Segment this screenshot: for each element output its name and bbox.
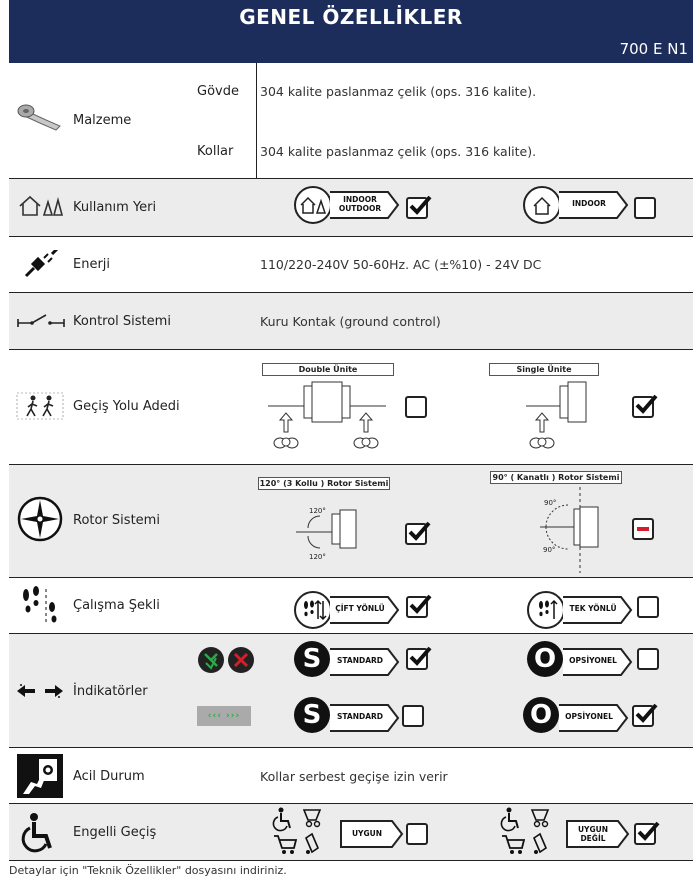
indoor-badge [523, 188, 628, 216]
opsiyonel-checkbox-1[interactable] [637, 648, 659, 670]
enerji-label: Enerji [73, 257, 111, 272]
cift-yonlu-checkbox[interactable] [406, 596, 428, 618]
indoor-outdoor-badge [294, 188, 399, 216]
engelli-label: Engelli Geçiş [73, 825, 157, 840]
unavailable-mark [637, 527, 649, 531]
acil-label: Acil Durum [73, 769, 145, 784]
govde-label: Gövde [197, 84, 239, 99]
indoor-outdoor-line1: INDOOR [343, 195, 377, 204]
cift-yonlu-text: ÇİFT YÖNLÜ [335, 604, 385, 613]
rotor-120-diagram [290, 492, 370, 564]
o-symbol: O [523, 697, 559, 733]
o-symbol: O [527, 641, 563, 677]
uygun-text: UYGUN [351, 829, 383, 838]
uygun-badge [340, 820, 400, 848]
uygun-degil-badge [566, 820, 628, 848]
tek-yonlu-badge [527, 593, 632, 621]
divider [9, 349, 693, 350]
standard-text-2: STANDARD [336, 712, 384, 721]
gecis-label: Geçiş Yolu Adedi [73, 399, 180, 414]
kontrol-value: Kuru Kontak (ground control) [260, 314, 441, 329]
enerji-value: 110/220-240V 50-60Hz. AC (±%10) - 24V DC [260, 257, 542, 272]
angle-90-top: 90° [544, 499, 557, 507]
divider [9, 577, 693, 578]
opsiyonel-badge-2 [523, 701, 628, 729]
uygun-degil-checkbox[interactable] [634, 823, 656, 845]
uygun-checkbox[interactable] [406, 823, 428, 845]
angle-90-bottom: 90° [543, 546, 556, 554]
divider [9, 860, 693, 861]
standard-text-1: STANDARD [336, 656, 384, 665]
tek-yonlu-checkbox[interactable] [637, 596, 659, 618]
indikator-label: İndikatörler [73, 684, 148, 699]
indoor-outdoor-checkbox[interactable] [406, 197, 428, 219]
rotor-120-checkbox[interactable] [405, 523, 427, 545]
cift-yonlu-badge [294, 593, 399, 621]
indoor-outdoor-line2: OUTDOOR [338, 204, 382, 213]
model-code: 700 E N1 [619, 40, 688, 58]
rotor-compass-icon [17, 496, 63, 542]
kollar-label: Kollar [197, 144, 234, 159]
accessibility-icons-group-2 [500, 806, 558, 858]
opsiyonel-text-1: OPSİYONEL [569, 656, 617, 665]
divider [9, 747, 693, 748]
green-red-lights-icon [197, 646, 255, 674]
uygun-degil-line1: UYGUN [577, 825, 609, 834]
double-unit-diagram [262, 376, 392, 456]
angle-120-top: 120° [309, 507, 326, 515]
rotor-90-checkbox[interactable] [632, 518, 654, 540]
single-unit-checkbox[interactable] [632, 396, 654, 418]
single-unit-diagram [500, 376, 600, 456]
calisma-label: Çalışma Şekli [73, 598, 160, 613]
double-unit-checkbox[interactable] [405, 396, 427, 418]
divider [9, 464, 693, 465]
opsiyonel-text-2: OPSİYONEL [565, 712, 613, 721]
switch-icon [16, 311, 66, 331]
arrow-display-icon: ‹‹‹ ››› [197, 706, 251, 726]
standard-checkbox-1[interactable] [406, 648, 428, 670]
angle-120-bottom: 120° [309, 553, 326, 561]
divider [9, 178, 693, 179]
passage-people-icon [16, 392, 64, 420]
divider [9, 292, 693, 293]
rotor-120-caption: 120° (3 Kollu ) Rotor Sistemi [259, 479, 389, 488]
kontrol-label: Kontrol Sistemi [73, 314, 171, 329]
single-unit-caption: Single Ünite [489, 363, 599, 376]
vertical-divider [256, 63, 257, 178]
standard-badge-2 [294, 701, 399, 729]
footsteps-icon [18, 585, 62, 629]
indoor-checkbox[interactable] [634, 197, 656, 219]
rotor-90-caption: 90° ( Kanatlı ) Rotor Sistemi [490, 471, 622, 484]
uygun-degil-line2: DEĞİL [580, 834, 606, 843]
divider [9, 633, 693, 634]
opsiyonel-checkbox-2[interactable] [632, 705, 654, 727]
rotor-label: Rotor Sistemi [73, 513, 160, 528]
house-tree-icon [18, 194, 66, 218]
malzeme-label: Malzeme [73, 113, 132, 128]
opsiyonel-badge-1 [527, 645, 632, 673]
accessibility-icons-group-1 [272, 806, 330, 858]
kullanim-label: Kullanım Yeri [73, 200, 157, 215]
indoor-text: INDOOR [572, 199, 606, 208]
govde-value: 304 kalite paslanmaz çelik (ops. 316 kalite). [260, 84, 537, 99]
rotor-90-diagram [520, 485, 610, 575]
tek-yonlu-text: TEK YÖNLÜ [569, 604, 617, 613]
acil-value: Kollar serbest geçişe izin verir [260, 769, 448, 784]
wheelchair-icon [20, 812, 60, 854]
divider [9, 236, 693, 237]
s-symbol: S [294, 697, 330, 733]
double-unit-caption: Double Ünite [262, 363, 394, 376]
plug-icon [22, 250, 62, 280]
s-symbol: S [294, 641, 330, 677]
footer-note: Detaylar için "Teknik Özellikler" dosyasını indiriniz. [9, 864, 287, 877]
page-title: GENEL ÖZELLİKLER [239, 5, 463, 29]
kollar-value: 304 kalite paslanmaz çelik (ops. 316 kalite). [260, 144, 537, 159]
standard-checkbox-2[interactable] [402, 705, 424, 727]
standard-badge-1 [294, 645, 399, 673]
arrow-indicator-icon [15, 681, 65, 701]
emergency-break-glass-icon [17, 754, 63, 798]
steel-roll-icon [16, 100, 64, 132]
divider [9, 803, 693, 804]
